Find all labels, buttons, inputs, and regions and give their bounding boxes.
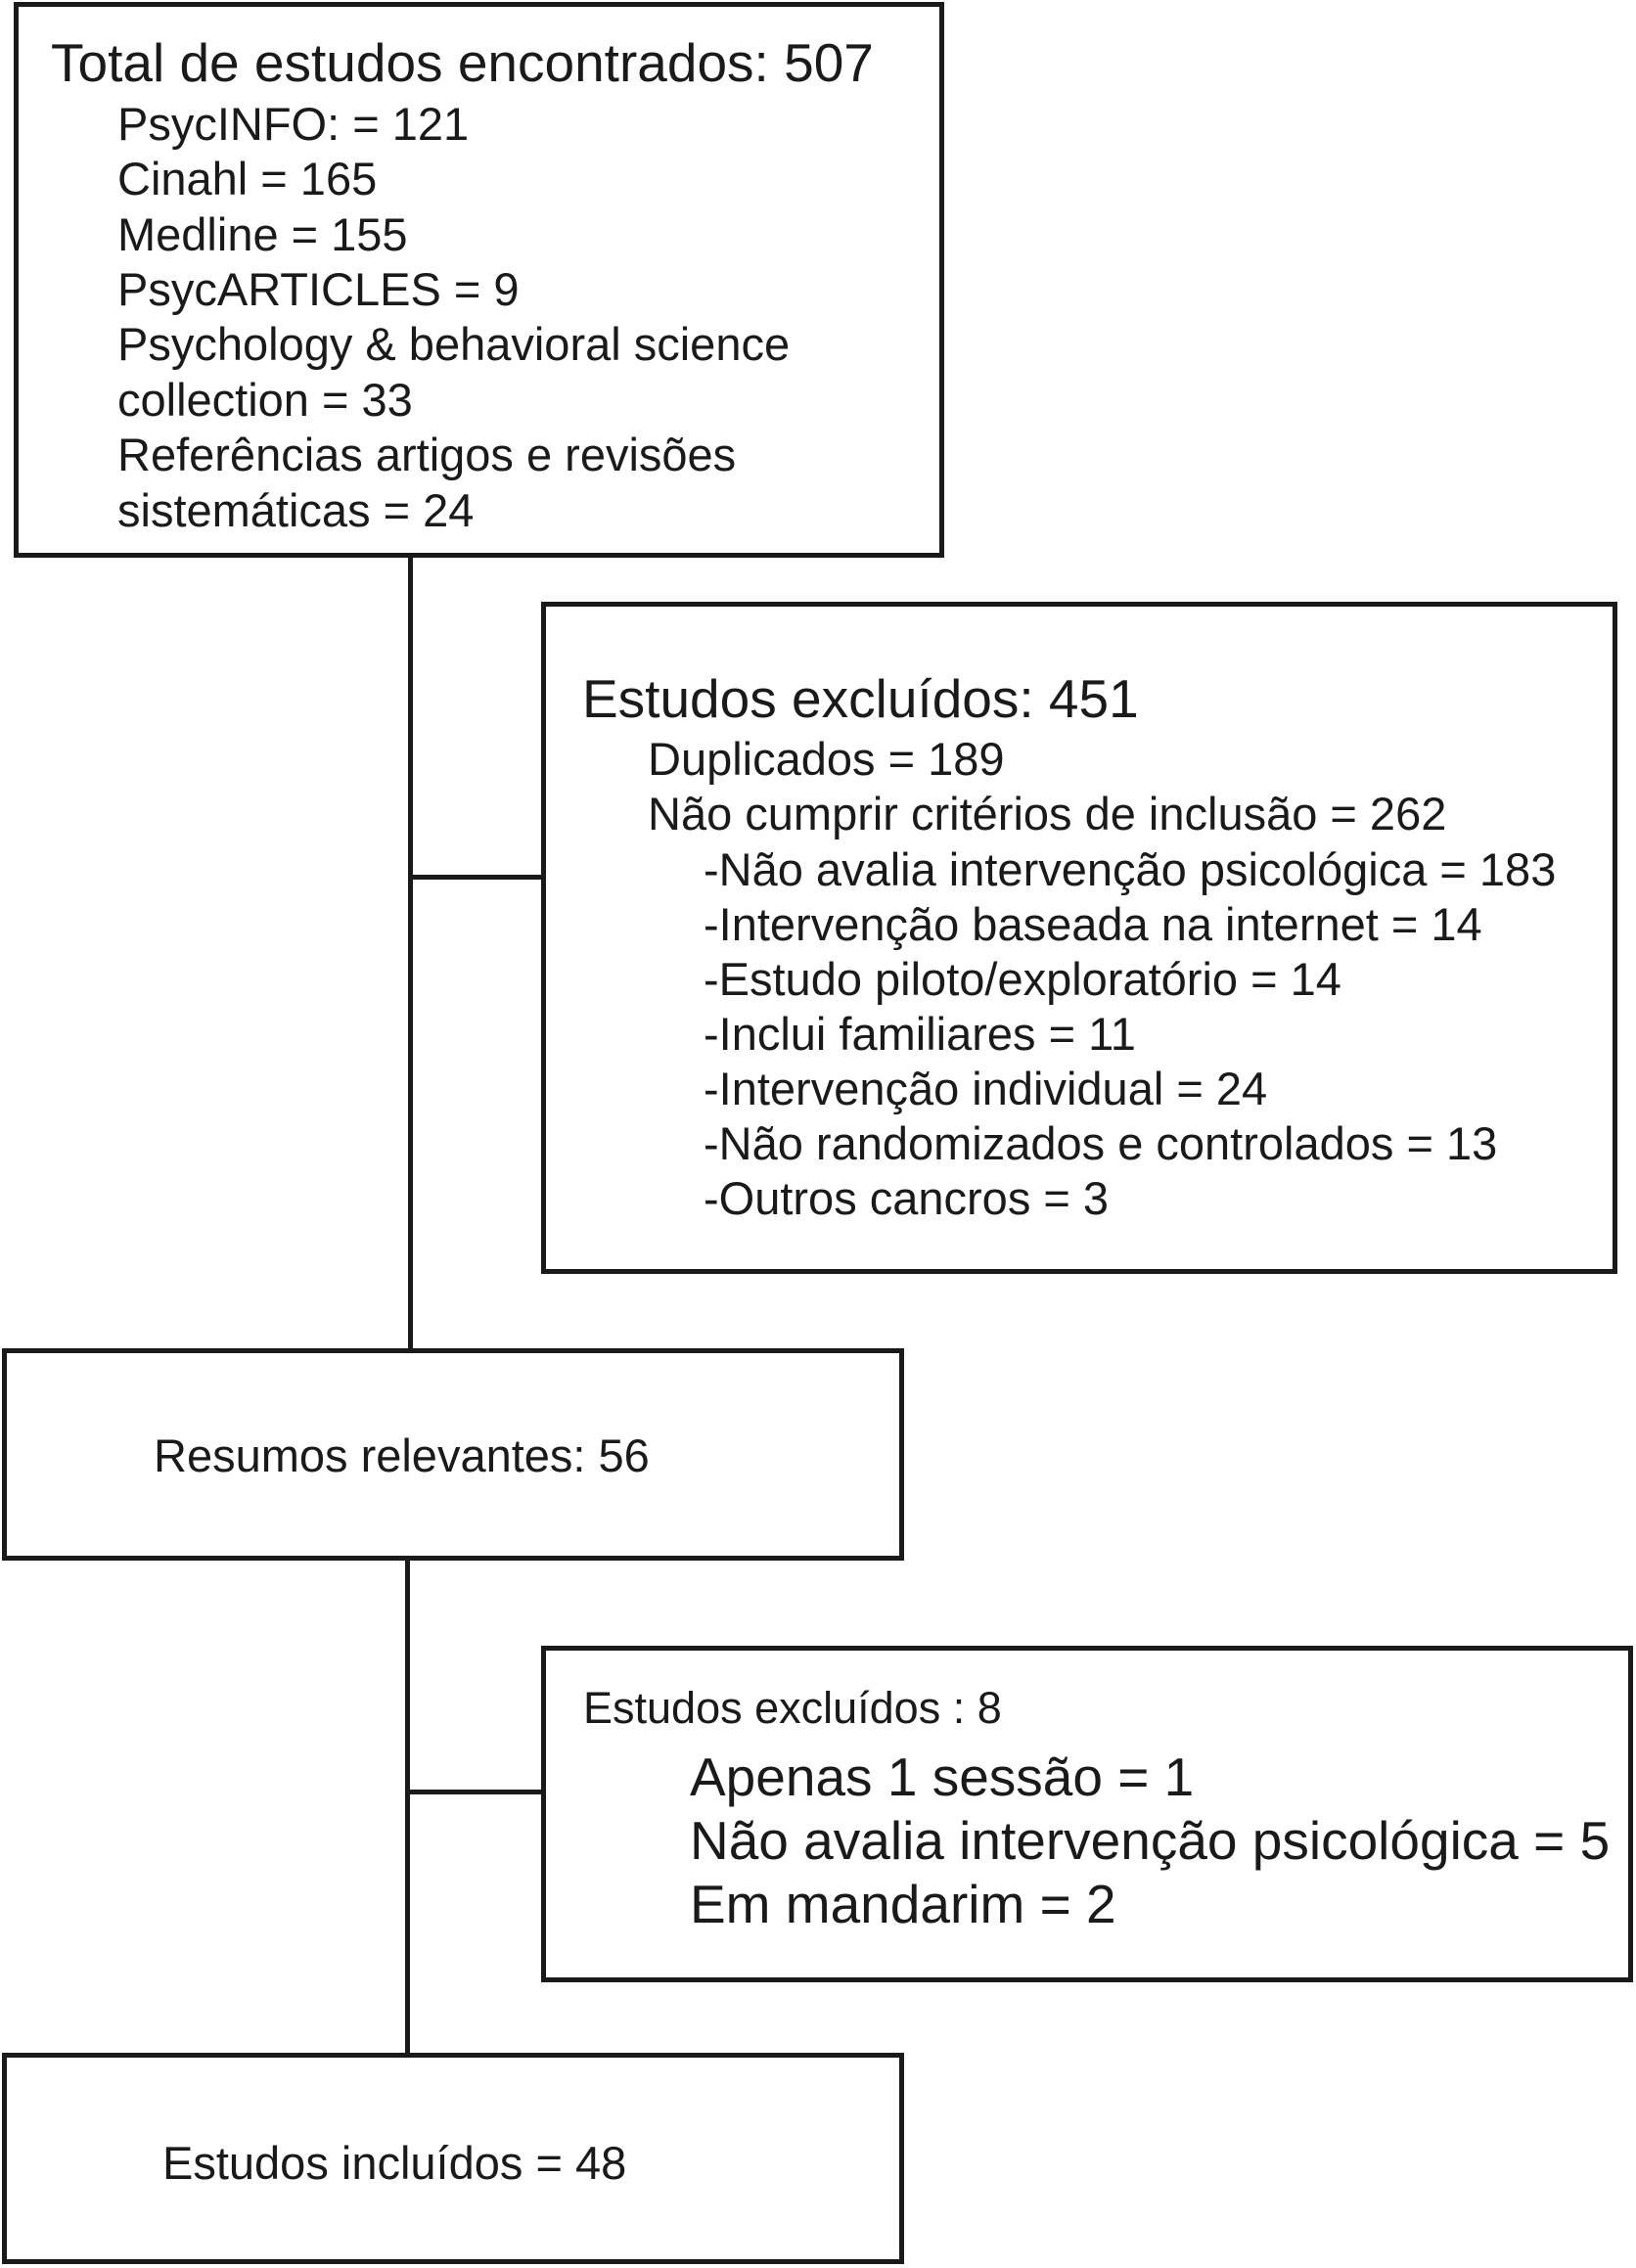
source-psychology-line2: collection = 33: [117, 374, 413, 426]
excluded-criteria: Não cumprir critérios de inclusão = 262: [648, 788, 1447, 839]
excluded-1-title: Estudos excluídos: 451: [582, 668, 1139, 729]
excluded-duplicates: Duplicados = 189: [648, 733, 1005, 785]
source-psycinfo: PsycINFO: = 121: [117, 98, 470, 150]
excluded-studies-box-1: [541, 602, 1617, 1274]
excluded-studies-box-2: [541, 1646, 1633, 1982]
excluded-2-reason-1: Apenas 1 sessão = 1: [690, 1746, 1195, 1807]
relevant-abstracts-title: Resumos relevantes: 56: [154, 1429, 650, 1481]
excluded-reason-2: -Intervenção baseada na internet = 14: [704, 898, 1482, 950]
total-studies-box: [14, 2, 944, 558]
excluded-reason-7: -Outros cancros = 3: [704, 1172, 1110, 1224]
connector-to-excluded-1: [408, 875, 545, 880]
excluded-reason-1: -Não avalia intervenção psicológica = 183: [704, 843, 1557, 895]
excluded-reason-3: -Estudo piloto/exploratório = 14: [704, 953, 1341, 1005]
source-medline: Medline = 155: [117, 208, 408, 260]
source-psychology-line1: Psychology & behavioral science: [117, 318, 791, 370]
connector-top-trunk: [408, 554, 413, 1352]
source-cinahl: Cinahl = 165: [117, 153, 378, 204]
source-references-line1: Referências artigos e revisões: [117, 429, 737, 480]
included-studies-box: [2, 2053, 904, 2264]
connector-to-excluded-2: [405, 1790, 545, 1794]
excluded-reason-4: -Inclui familiares = 11: [704, 1008, 1136, 1060]
excluded-2-reason-3: Em mandarim = 2: [690, 1874, 1116, 1934]
total-studies-title: Total de estudos encontrados: 507: [51, 32, 874, 93]
excluded-reason-5: -Intervenção individual = 24: [704, 1063, 1268, 1114]
excluded-2-title: Estudos excluídos : 8: [583, 1683, 1002, 1733]
excluded-reason-6: -Não randomizados e controlados = 13: [704, 1117, 1498, 1169]
excluded-2-reason-2: Não avalia intervenção psicológica = 5: [690, 1810, 1611, 1871]
source-psycarticles: PsycARTICLES = 9: [117, 263, 520, 315]
included-studies-title: Estudos incluídos = 48: [162, 2137, 627, 2189]
connector-bottom-trunk: [405, 1556, 410, 2057]
source-references-line2: sistemáticas = 24: [117, 484, 475, 536]
relevant-abstracts-box: [2, 1348, 904, 1561]
